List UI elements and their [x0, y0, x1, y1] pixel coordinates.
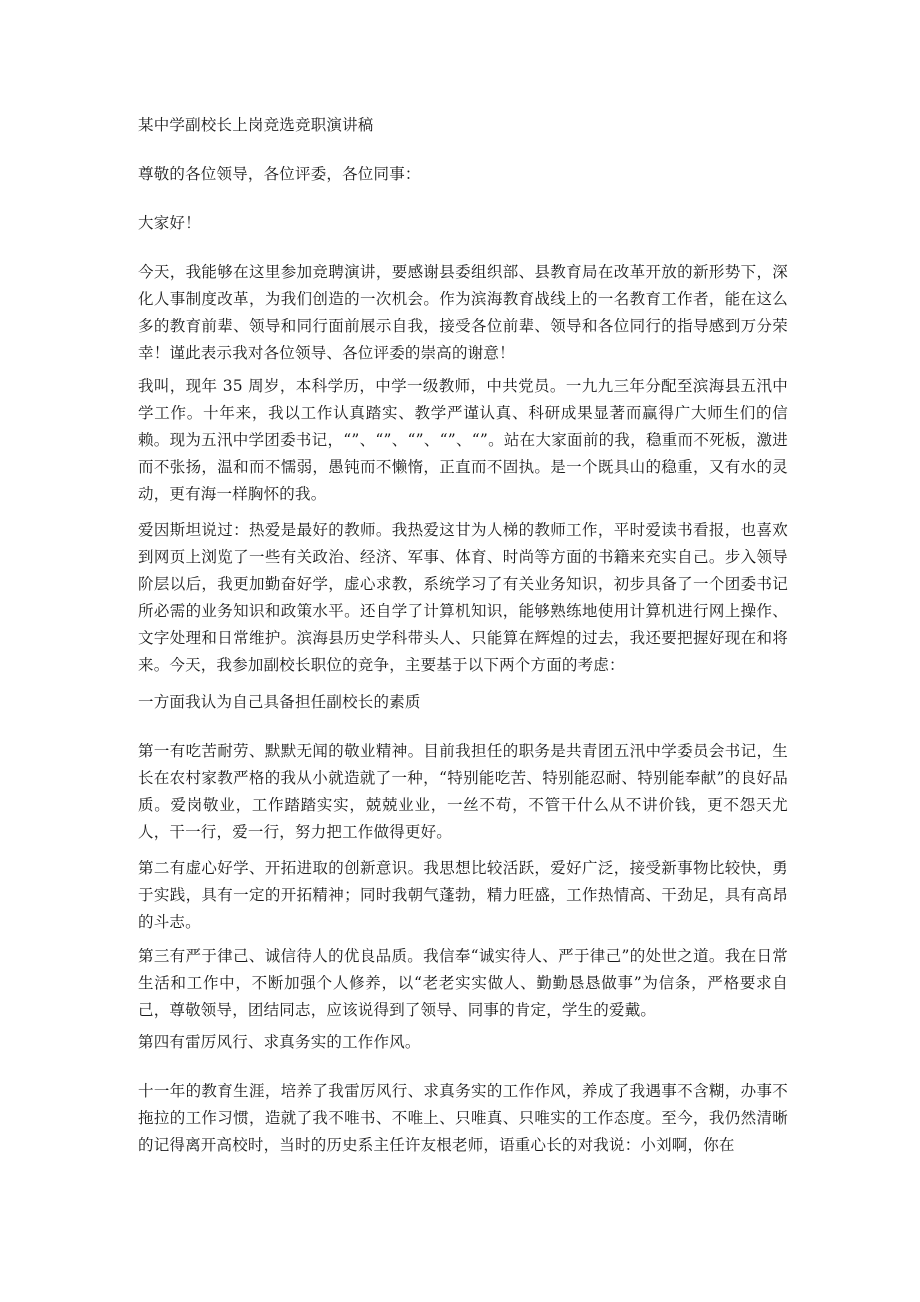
- salutation: 尊敬的各位领导，各位评委，各位同事：: [138, 165, 421, 183]
- paragraph-point-one: 第一有吃苦耐劳、默默无闻的敬业精神。目前我担任的职务是共青团五汛中学委员会书记，生长在农村家教严格的我从小就造就了一种，“特别能吃苦、特别能忍耐、特别能奉献”的良好品质。爱岗敬业，工作踏踏实实，兢兢业业，一丝不苟，不管干什么从不讲价钱，更不怨天尤人，干一行，爱一行，努力把工作做得更好。: [138, 742, 788, 841]
- paragraph-point-two: 第二有虚心好学、开拓进取的创新意识。我思想比较活跃，爱好广泛，接受新事物比较快，勇于实践，具有一定的开拓精神；同时我朝气蓬勃，精力旺盛，工作热情高、干劲足，具有高昂的斗志。: [138, 859, 788, 931]
- paragraph-point-four: 第四有雷厉风行、求真务实的工作作风。: [138, 1033, 421, 1051]
- paragraph-career: 十一年的教育生涯，培养了我雷厉风行、求真务实的工作作风，养成了我遇事不含糊，办事不拖拉的工作习惯，造就了我不唯书、不唯上、只唯真、只唯实的工作态度。至今，我仍然清晰的记得离开高校时，当时的历史系主任许友根老师，语重心长的对我说：小刘啊，你在: [138, 1082, 788, 1154]
- paragraph-point-three: 第三有严于律己、诚信待人的优良品质。我信奉“诚实待人、严于律己”的处世之道。我在日常生活和工作中，不断加强个人修养，以“老老实实做人、勤勤恳恳做事”为信条，严格要求自己，尊敬领导，团结同志，应该说得到了领导、同事的肯定，学生的爱戴。: [138, 947, 788, 1019]
- section-heading: 一方面我认为自己具备担任副校长的素质: [138, 693, 421, 711]
- paragraph-intro: 今天，我能够在这里参加竞聘演讲，要感谢县委组织部、县教育局在改革开放的新形势下，深化人事制度改革，为我们创造的一次机会。作为滨海教育战线上的一名教育工作者，能在这么多的教育前辈、领导和同行面前展示自我，接受各位前辈、领导和各位同行的指导感到万分荣幸！谨此表示我对各位领导、各位评委的崇高的谢意！: [138, 263, 788, 362]
- paragraph-self-introduction: 我叫，现年 35 周岁，本科学历，中学一级教师，中共党员。一九九三年分配至滨海县五汛中学工作。十年来，我以工作认真踏实、教学严谨认真、科研成果显著而赢得广大师生们的信赖。现为五汛中学团委书记，“”、“”、“”、“”、“”。站在大家面前的我，稳重而不死板，激进而不张扬，温和而不懦弱，愚钝而不懒惰，正直而不固执。是一个既具山的稳重，又有水的灵动，更有海一样胸怀的我。: [138, 377, 788, 503]
- paragraph-learning: 爱因斯坦说过：热爱是最好的教师。我热爱这甘为人梯的教师工作，平时爱读书看报，也喜欢到网页上浏览了一些有关政治、经济、军事、体育、时尚等方面的书籍来充实自己。步入领导阶层以后，我更加勤奋好学，虚心求教，系统学习了有关业务知识，初步具备了一个团委书记所必需的业务知识和政策水平。还自学了计算机知识，能够熟练地使用计算机进行网上操作、文字处理和日常维护。滨海县历史学科带头人、只能算在辉煌的过去，我还要把握好现在和将来。今天，我参加副校长职位的竞争，主要基于以下两个方面的考虑：: [138, 521, 788, 674]
- greeting: 大家好！: [138, 214, 201, 232]
- document-title: 某中学副校长上岗竞选竞职演讲稿: [138, 116, 374, 134]
